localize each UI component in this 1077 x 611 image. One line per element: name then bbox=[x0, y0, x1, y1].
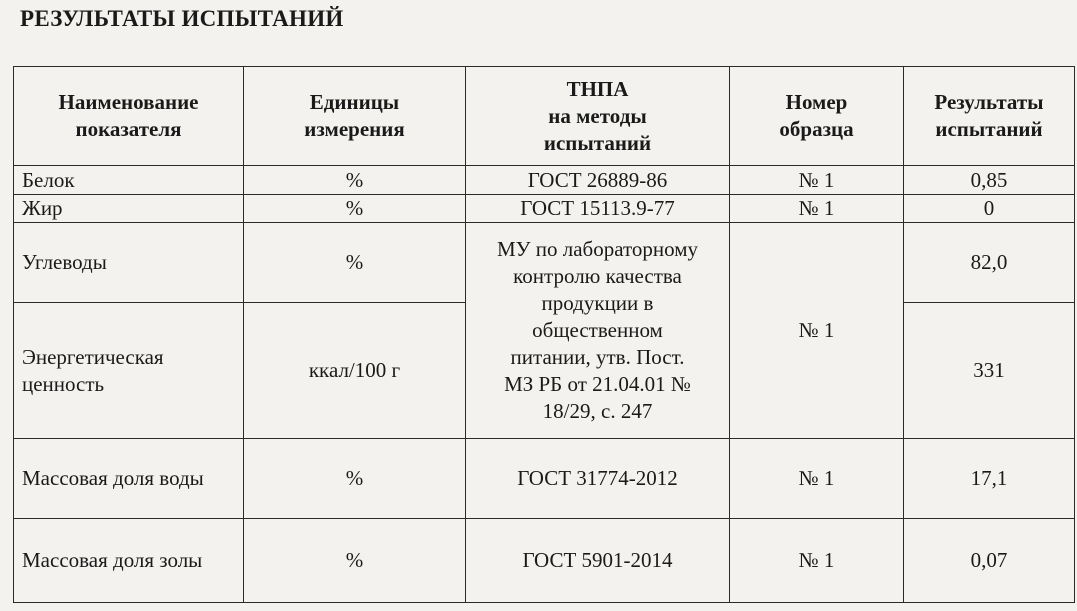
table-row bbox=[14, 223, 1075, 303]
header-indicator: Наименование показателя bbox=[14, 67, 244, 166]
cell-result: 0,85 bbox=[904, 166, 1075, 195]
cell-indicator: Жир bbox=[14, 195, 244, 223]
cell-method: ГОСТ 26889-86 bbox=[466, 166, 730, 195]
header-units: Единицы измерения bbox=[244, 67, 466, 166]
cell-sample: № 1 bbox=[730, 439, 904, 519]
header-sample: Номер образца bbox=[730, 67, 904, 166]
cell-method: ГОСТ 5901-2014 bbox=[466, 519, 730, 603]
table-row bbox=[14, 439, 1075, 519]
cell-sample: № 1 bbox=[730, 166, 904, 195]
table-header-row bbox=[14, 67, 1075, 166]
results-table bbox=[13, 66, 1075, 603]
cell-result: 331 bbox=[904, 303, 1075, 439]
page-title: РЕЗУЛЬТАТЫ ИСПЫТАНИЙ bbox=[20, 6, 344, 31]
cell-units: % bbox=[244, 439, 466, 519]
cell-result: 0,07 bbox=[904, 519, 1075, 603]
cell-indicator: Белок bbox=[14, 166, 244, 195]
cell-indicator: Энергетическая ценность bbox=[14, 303, 244, 439]
header-result: Результаты испытаний bbox=[904, 67, 1075, 166]
cell-method: ГОСТ 31774-2012 bbox=[466, 439, 730, 519]
table-row bbox=[14, 519, 1075, 603]
cell-method-merged: МУ по лабораторному контролю качества продукции в общественном питании, утв. Пост. МЗ РБ от 21.04.01 № 18/29, с. 247 bbox=[466, 223, 730, 439]
cell-method: ГОСТ 15113.9-77 bbox=[466, 195, 730, 223]
cell-units: % bbox=[244, 223, 466, 303]
cell-indicator: Углеводы bbox=[14, 223, 244, 303]
cell-indicator: Массовая доля воды bbox=[14, 439, 244, 519]
table-row bbox=[14, 166, 1075, 195]
cell-units: % bbox=[244, 195, 466, 223]
cell-sample: № 1 bbox=[730, 519, 904, 603]
cell-result: 0 bbox=[904, 195, 1075, 223]
cell-units: % bbox=[244, 166, 466, 195]
cell-result: 82,0 bbox=[904, 223, 1075, 303]
cell-units: ккал/100 г bbox=[244, 303, 466, 439]
cell-sample-merged: № 1 bbox=[730, 223, 904, 439]
cell-sample: № 1 bbox=[730, 195, 904, 223]
cell-indicator: Массовая доля золы bbox=[14, 519, 244, 603]
table-row bbox=[14, 195, 1075, 223]
cell-units: % bbox=[244, 519, 466, 603]
cell-result: 17,1 bbox=[904, 439, 1075, 519]
header-method: ТНПА на методы испытаний bbox=[466, 67, 730, 166]
